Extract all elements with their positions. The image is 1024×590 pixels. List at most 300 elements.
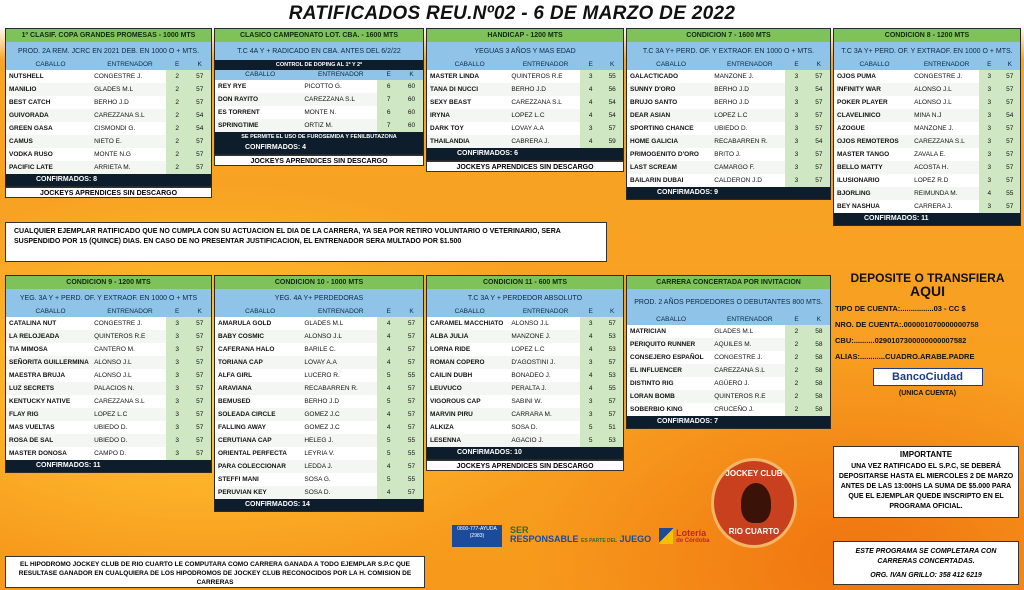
apprentice-note: JOCKEYS APRENDICES SIN DESCARGO: [426, 161, 624, 172]
horse-name: CAILIN DUBH: [430, 372, 473, 379]
horse-name: POKER PLAYER: [837, 99, 888, 106]
k-value: 57: [400, 486, 423, 499]
deposit-title-aqui: AQUI: [910, 283, 945, 299]
e-value: 7: [377, 119, 400, 132]
horse-name: PACIFIC LATE: [9, 164, 53, 171]
k-value: 57: [188, 408, 211, 421]
table-body: [6, 70, 211, 174]
table-row: [627, 325, 830, 338]
table-header: [6, 307, 211, 317]
e-value: 3: [785, 109, 807, 122]
k-value: 57: [400, 343, 423, 356]
trainer-name: LEDDA J.: [304, 463, 333, 470]
table-row: [215, 93, 423, 106]
trainer-name: CANTERO M.: [94, 346, 135, 353]
table-row: [627, 174, 830, 187]
trainer-name: AQUILES M.: [714, 341, 752, 348]
horse-name: MASTER LINDA: [430, 73, 480, 80]
horse-name: ARAVIANA: [218, 385, 252, 392]
organizer: ORG. IVAN GRILLO: 358 412 6219: [870, 572, 982, 579]
trainer-name: CONGESTRE J.: [94, 320, 143, 327]
trainer-name: MANZONE J.: [511, 333, 551, 340]
trainer-name: UBIEDO D.: [94, 437, 128, 444]
trainer-name: SOSA G.: [304, 476, 331, 483]
trainer-name: CRUCEÑO J.: [714, 406, 754, 413]
trainer-name: RECABARREN R.: [714, 138, 768, 145]
e-value: 3: [979, 200, 999, 213]
horse-name: GREEN GASA: [9, 125, 53, 132]
table-row: [427, 330, 623, 343]
trainer-name: GOMEZ J.C: [304, 424, 340, 431]
k-value: 53: [601, 434, 623, 447]
k-value: 60: [400, 119, 423, 132]
trainer-name: NIETO E.: [94, 138, 122, 145]
e-value: 3: [785, 122, 807, 135]
table-row: [6, 148, 211, 161]
header-horse: CABALLO: [245, 71, 276, 78]
header-horse: CABALLO: [35, 308, 66, 315]
table-row: [6, 421, 211, 434]
e-value: 4: [580, 83, 602, 96]
table-row: [627, 83, 830, 96]
trainer-name: GLADES M.L: [94, 86, 134, 93]
header-horse: CABALLO: [859, 61, 890, 68]
horse-name: THAILANDIA: [430, 138, 470, 145]
table-row: [627, 148, 830, 161]
e-value: 3: [785, 161, 807, 174]
k-value: 57: [400, 421, 423, 434]
table-row: [6, 70, 211, 83]
table-row: [427, 369, 623, 382]
table-row: [627, 403, 830, 416]
k-value: 58: [808, 377, 830, 390]
header-k: K: [610, 308, 615, 315]
race-title: CONDICION 8 - 1200 MTS: [834, 29, 1020, 42]
race-block: [214, 275, 424, 512]
table-row: [427, 83, 623, 96]
table-header: [627, 315, 830, 325]
horse-name: CATALINA NUT: [9, 320, 57, 327]
table-row: [834, 83, 1020, 96]
table-row: [215, 382, 423, 395]
k-value: 54: [188, 122, 211, 135]
trainer-name: UBIEDO D.: [714, 125, 748, 132]
trainer-name: LUCERO R.: [304, 372, 340, 379]
table-row: [627, 364, 830, 377]
header-k: K: [816, 316, 821, 323]
horse-name: TANA DI NUCCI: [430, 86, 479, 93]
race-title: CARRERA CONCERTADA POR INVITACION: [627, 276, 830, 289]
trainer-name: RECABARREN R.: [304, 385, 358, 392]
horse-name: ALBA JULIA: [430, 333, 469, 340]
e-value: 4: [580, 369, 602, 382]
e-value: 2: [166, 83, 189, 96]
confirmed-count: CONFIRMADOS: 4: [215, 142, 423, 154]
race-block: [5, 28, 212, 187]
e-value: 3: [785, 135, 807, 148]
trainer-name: BERHO J.D: [714, 99, 749, 106]
k-value: 57: [1000, 70, 1020, 83]
e-value: 3: [580, 395, 602, 408]
e-value: 3: [580, 317, 602, 330]
trainer-name: CAREZZANA S.L: [511, 99, 562, 106]
helpline-logo: 0800-777-AYUDA (2983): [452, 525, 502, 547]
table-row: [215, 473, 423, 486]
table-header: [834, 60, 1020, 70]
k-value: 53: [601, 369, 623, 382]
table-row: [6, 382, 211, 395]
trainer-name: CAREZZANA S.L: [914, 138, 965, 145]
horse-name: TIA MIMOSA: [9, 346, 48, 353]
horse-name: GUIVORADA: [9, 112, 49, 119]
race-condition: T.C 3A Y+ PERD. OF. Y EXTRAOF. EN 1000 O + MTS.: [627, 42, 830, 60]
horse-name: LORNA RIDE: [430, 346, 471, 353]
e-value: 2: [785, 338, 807, 351]
horse-name: REY RYE: [218, 83, 247, 90]
trainer-name: CONGESTRE J.: [94, 73, 143, 80]
table-row: [6, 408, 211, 421]
important-title: IMPORTANTE: [899, 450, 953, 459]
jockey-club-logo: [711, 458, 797, 548]
loteria-sub: de Córdoba: [676, 538, 710, 544]
k-value: 57: [400, 330, 423, 343]
trainer-name: AGÜERO J.: [714, 380, 750, 387]
e-value: 4: [377, 486, 400, 499]
e-value: 2: [166, 96, 189, 109]
trainer-name: MANZONE J.: [914, 125, 954, 132]
table-row: [427, 70, 623, 83]
table-row: [6, 135, 211, 148]
horse-name: DON RAYITO: [218, 96, 259, 103]
table-body: [427, 70, 623, 148]
e-value: 4: [377, 356, 400, 369]
horse-name: MASTER TANGO: [837, 151, 890, 158]
table-row: [627, 338, 830, 351]
k-value: 58: [808, 390, 830, 403]
horse-name: ALKIZA: [430, 424, 454, 431]
confirmed-count: CONFIRMADOS: 7: [627, 416, 830, 428]
table-row: [834, 96, 1020, 109]
important-box: [833, 446, 1019, 518]
k-value: 54: [601, 96, 623, 109]
e-value: 5: [377, 434, 400, 447]
deposit-title: DEPOSITE O TRANSFIERA: [850, 271, 1005, 285]
trainer-name: GLADES M.L: [714, 328, 754, 335]
k-value: 58: [808, 364, 830, 377]
table-header: [215, 70, 423, 80]
juego-line-1: SER: [510, 525, 529, 535]
header-trainer: ENTRENADOR: [923, 61, 970, 68]
e-value: 2: [785, 325, 807, 338]
k-value: 58: [808, 403, 830, 416]
table-row: [215, 369, 423, 382]
horse-name: DEAR ASIAN: [630, 112, 671, 119]
horse-name: SPORTING CHANCE: [630, 125, 694, 132]
e-value: 3: [979, 109, 999, 122]
horse-name: ORIENTAL PERFECTA: [218, 450, 287, 457]
e-value: 4: [377, 382, 400, 395]
table-row: [427, 343, 623, 356]
race-condition: YEG. 4A Y+ PERDEDORAS: [215, 289, 423, 307]
race-condition: T.C 4A Y + RADICADO EN CBA. ANTES DEL 6/2/22: [215, 42, 423, 60]
table-row: [215, 486, 423, 499]
juego-line-3: ES PARTE DEL: [581, 538, 618, 544]
e-value: 3: [785, 148, 807, 161]
table-row: [215, 106, 423, 119]
horse-name: LAST SCREAM: [630, 164, 677, 171]
confirmed-count: CONFIRMADOS: 9: [627, 187, 830, 199]
horse-name: SEXY BEAST: [430, 99, 472, 106]
table-row: [627, 122, 830, 135]
table-row: [6, 343, 211, 356]
warning-box: CUALQUIER EJEMPLAR RATIFICADO QUE NO CUMPLA CON SU ACTUACION EL DIA DE LA CARRERA, YA SEA POR RETIRO VOLUNTARIO O VETERINARIO, SERA SUSPENDIDO POR 15 (QUINCE) DIAS. EN CASO DE NO PRESENTAR JUSTIFICACION, EL ENTRENADOR SERA MULTADO POR $1.500: [5, 222, 607, 262]
table-row: [427, 434, 623, 447]
e-value: 3: [785, 174, 807, 187]
e-value: 3: [166, 343, 189, 356]
trainer-name: CONGESTRE J.: [714, 354, 763, 361]
k-value: 55: [400, 447, 423, 460]
e-value: 2: [785, 364, 807, 377]
header-trainer: ENTRENADOR: [522, 308, 569, 315]
k-value: 51: [601, 421, 623, 434]
header-horse: CABALLO: [656, 61, 687, 68]
horse-name: BJORLING: [837, 190, 871, 197]
table-body: [215, 317, 423, 499]
header-trainer: ENTRENADOR: [318, 308, 364, 315]
table-row: [627, 351, 830, 364]
closing-box: [833, 541, 1019, 585]
trainer-name: LOPEZ R.D: [914, 177, 949, 184]
k-value: 57: [808, 96, 830, 109]
table-row: [427, 122, 623, 135]
header-e: E: [794, 316, 799, 323]
trainer-name: SOSA D.: [511, 424, 538, 431]
header-e: E: [174, 61, 180, 68]
e-value: 3: [166, 447, 189, 460]
table-row: [627, 135, 830, 148]
e-value: 3: [580, 408, 602, 421]
trainer-name: CARRARA M.: [511, 411, 552, 418]
e-value: 3: [979, 122, 999, 135]
k-value: 54: [808, 135, 830, 148]
horse-name: AMARULA GOLD: [218, 320, 272, 327]
deposit-info: [835, 272, 1020, 412]
race-title: CLASICO CAMPEONATO LOT. CBA. - 1600 MTS: [215, 29, 423, 42]
race-block: [5, 275, 212, 473]
logo-top-text: JOCKEY CLUB: [725, 469, 783, 478]
confirmed-count: CONFIRMADOS: 14: [215, 499, 423, 511]
header-k: K: [197, 61, 202, 68]
table-row: [215, 343, 423, 356]
e-value: 3: [166, 356, 189, 369]
header-horse: CABALLO: [454, 308, 485, 315]
horse-name: CAFERANA HALO: [218, 346, 275, 353]
table-row: [215, 356, 423, 369]
trainer-name: ALONSO J.L: [511, 320, 549, 327]
e-value: 4: [580, 343, 602, 356]
table-row: [427, 421, 623, 434]
table-row: [215, 317, 423, 330]
k-value: 55: [601, 70, 623, 83]
e-value: 2: [785, 351, 807, 364]
horse-name: INFINITY WAR: [837, 86, 881, 93]
trainer-name: LOPEZ L.C: [94, 411, 128, 418]
horse-name: SUNNY D'ORO: [630, 86, 676, 93]
horse-name: SEÑORITA GUILLERMINA: [9, 359, 89, 366]
horse-name: LUZ SECRETS: [9, 385, 55, 392]
trainer-name: CARRERA J.: [914, 203, 953, 210]
table-row: [427, 109, 623, 122]
horse-name: TORIANA CAP: [218, 359, 263, 366]
e-value: 5: [377, 447, 400, 460]
loteria-logo: [659, 528, 709, 544]
table-row: [215, 447, 423, 460]
e-value: 3: [580, 356, 602, 369]
horse-name: SOLEADA CIRCLE: [218, 411, 276, 418]
e-value: 3: [979, 148, 999, 161]
horse-name: CERUTIANA CAP: [218, 437, 272, 444]
trainer-name: ALONSO J.L: [94, 372, 132, 379]
trainer-name: CALDERON J.D: [714, 177, 762, 184]
sponsor-bar: [452, 524, 709, 548]
trainer-name: ARRIETA M.: [94, 164, 131, 171]
trainer-name: BRITO J.: [714, 151, 741, 158]
trainer-name: BARILE C.: [304, 346, 336, 353]
apprentice-note: JOCKEYS APRENDICES SIN DESCARGO: [5, 187, 212, 198]
e-value: 3: [785, 96, 807, 109]
apprentice-note: JOCKEYS APRENDICES SIN DESCARGO: [214, 155, 424, 166]
trainer-name: LEYRIA V.: [304, 450, 335, 457]
table-row: [834, 109, 1020, 122]
k-value: 57: [188, 330, 211, 343]
k-value: 57: [601, 408, 623, 421]
table-row: [215, 434, 423, 447]
alias: ALIAS:............CUADRO.ARABE.PADRE: [835, 352, 975, 361]
horse-name: VIGOROUS CAP: [430, 398, 481, 405]
header-horse: CABALLO: [35, 61, 66, 68]
e-value: 3: [979, 135, 999, 148]
e-value: 4: [979, 187, 999, 200]
k-value: 54: [808, 83, 830, 96]
bottom-note: EL HIPODROMO JOCKEY CLUB DE RIO CUARTO LE COMPUTARA COMO CARRERA GANADA A TODO EJEMPLAR S.P.C QUE RESULTASE GANADOR EN CUALQUIERA DE LOS HIPODROMOS DE JOCKEY CLUB RECONOCIDOS POR LA H. COMISION DE CARRERAS: [5, 556, 425, 588]
k-value: 58: [808, 325, 830, 338]
trainer-name: ORTIZ M.: [304, 122, 333, 129]
trainer-name: LOPEZ L.C: [511, 346, 545, 353]
e-value: 3: [580, 122, 602, 135]
horse-name: ES TORRENT: [218, 109, 260, 116]
e-value: 3: [166, 317, 189, 330]
k-value: 57: [188, 161, 211, 174]
confirmed-count: CONFIRMADOS: 11: [834, 213, 1020, 225]
header-trainer: ENTRENADOR: [727, 316, 773, 323]
trainer-name: BERHO J.D: [94, 99, 129, 106]
table-row: [427, 317, 623, 330]
trainer-name: PICOTTO G.: [304, 83, 342, 90]
horse-name: PARA COLECCIONAR: [218, 463, 286, 470]
juego-responsable-logo: [510, 526, 651, 546]
table-row: [6, 83, 211, 96]
table-row: [215, 119, 423, 132]
e-value: 4: [580, 330, 602, 343]
race-title: HANDICAP - 1200 MTS: [427, 29, 623, 42]
e-value: 3: [979, 70, 999, 83]
k-value: 54: [1000, 109, 1020, 122]
horse-name: LORAN BOMB: [630, 393, 675, 400]
table-body: [6, 317, 211, 460]
table-row: [834, 148, 1020, 161]
table-row: [627, 161, 830, 174]
table-body: [427, 317, 623, 447]
table-row: [6, 317, 211, 330]
trainer-name: CAMPO D.: [94, 450, 127, 457]
e-value: 2: [166, 122, 189, 135]
header-k: K: [816, 61, 821, 68]
horse-name: VODKA RUSO: [9, 151, 53, 158]
table-row: [427, 356, 623, 369]
k-value: 57: [400, 356, 423, 369]
k-value: 57: [1000, 161, 1020, 174]
k-value: 57: [808, 122, 830, 135]
bank-logo: BancoCiudad: [873, 368, 983, 386]
k-value: 57: [188, 135, 211, 148]
k-value: 55: [400, 473, 423, 486]
e-value: 3: [166, 395, 189, 408]
horse-name: CAMUS: [9, 138, 33, 145]
trainer-name: MONTE N.G: [94, 151, 131, 158]
e-value: 4: [377, 317, 400, 330]
e-value: 6: [377, 80, 400, 93]
header-trainer: ENTRENADOR: [318, 71, 364, 78]
trainer-name: MANZONE J.: [714, 73, 754, 80]
table-row: [6, 96, 211, 109]
k-value: 57: [601, 395, 623, 408]
k-value: 57: [188, 343, 211, 356]
k-value: 60: [400, 80, 423, 93]
k-value: 57: [400, 460, 423, 473]
horse-name: HOME GALICIA: [630, 138, 679, 145]
account-number: NRO. DE CUENTA:.000001070000000758: [835, 320, 979, 329]
race-block: [426, 275, 624, 460]
header-trainer: ENTRENADOR: [107, 61, 153, 68]
trainer-name: ALONSO J.L: [914, 86, 952, 93]
table-body: [627, 70, 830, 187]
trainer-name: PERALTA J.: [511, 385, 547, 392]
important-text: UNA VEZ RATIFICADO EL S.P.C, SE DEBERÁ DEPOSITARSE HASTA EL MIERCOLES 2 DE MARZO ANTES DE LAS 13:00HS LA SUMA DE $5.000 PARA QUE EL EJEMPLAR QUEDE INSCRIPTO EN EL PROGRAMA OFICIAL.: [838, 463, 1014, 510]
horse-name: GALACTICADO: [630, 73, 679, 80]
k-value: 57: [400, 317, 423, 330]
race-title: CONDICION 10 - 1000 MTS: [215, 276, 423, 289]
race-condition: T.C 3A Y + PERDEDOR ABSOLUTO: [427, 289, 623, 307]
table-row: [834, 122, 1020, 135]
k-value: 57: [1000, 174, 1020, 187]
k-value: 57: [188, 96, 211, 109]
loteria-name: Lotería: [676, 528, 707, 538]
horse-name: BRUJO SANTO: [630, 99, 678, 106]
table-row: [834, 187, 1020, 200]
trainer-name: BERHO J.D: [511, 86, 546, 93]
k-value: 57: [188, 382, 211, 395]
horse-name: BEY NASHUA: [837, 203, 880, 210]
table-row: [6, 122, 211, 135]
e-value: 2: [785, 390, 807, 403]
horse-name: BEST CATCH: [9, 99, 51, 106]
confirmed-count: CONFIRMADOS: 6: [427, 148, 623, 160]
e-value: 3: [979, 161, 999, 174]
confirmed-count: CONFIRMADOS: 11: [6, 460, 211, 472]
trainer-name: AGACIO J.: [511, 437, 544, 444]
confirmed-count: CONFIRMADOS: 8: [6, 174, 211, 186]
k-value: 57: [1000, 96, 1020, 109]
